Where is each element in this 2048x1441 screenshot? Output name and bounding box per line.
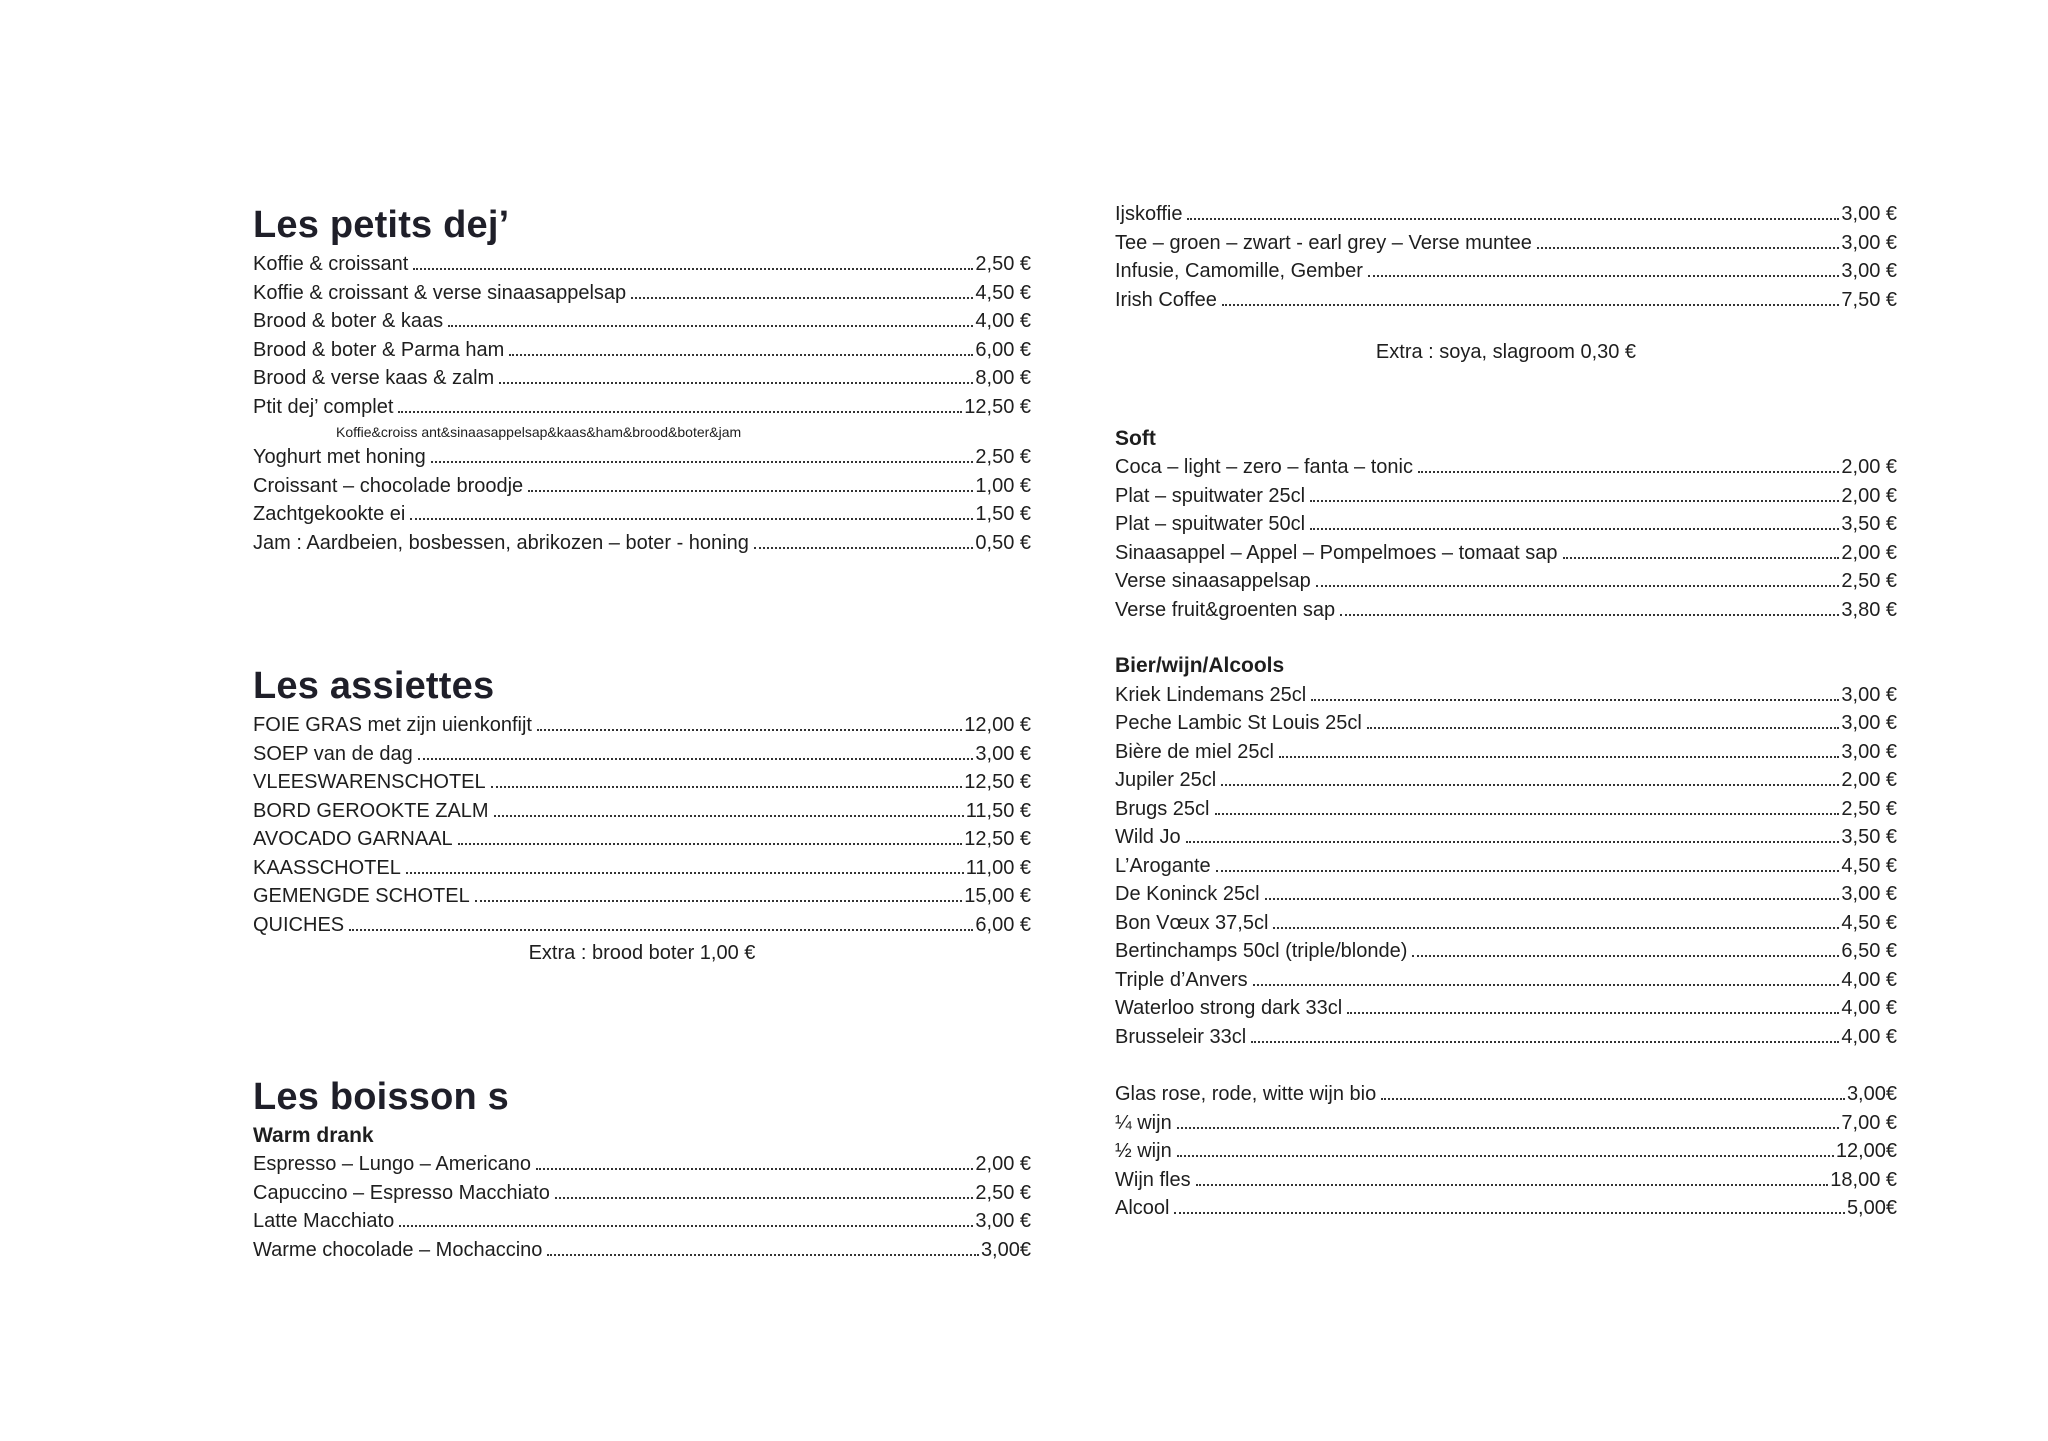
dot-leader [406, 872, 964, 874]
left-column [253, 200, 1031, 1264]
menu-item [1115, 1109, 1897, 1138]
dot-leader [1412, 955, 1839, 957]
item-price: 0,50 € [975, 531, 1031, 554]
menu-item [253, 336, 1031, 365]
item-name: Waterloo strong dark 33cl [1115, 997, 1343, 1019]
menu-item [1115, 795, 1897, 824]
dot-leader [754, 547, 974, 549]
item-price: 12,00 € [964, 714, 1031, 736]
menu-item [1115, 937, 1897, 966]
item-price: 2,50 € [975, 446, 1031, 468]
dot-leader [1186, 841, 1840, 843]
item-price: 3,00 € [975, 1210, 1031, 1232]
menu-item [1115, 257, 1897, 286]
menu-list-petits-dej [253, 250, 1031, 557]
item-name: Tee – groen – zwart - earl grey – Verse muntee [1115, 231, 1532, 254]
menu-item [253, 797, 1031, 826]
item-price: 18,00 € [1830, 1168, 1897, 1191]
dot-leader [1216, 870, 1840, 872]
item-name: Ijskoffie [1115, 203, 1183, 225]
subsection-title-warm-drank: Warm drank [253, 1123, 374, 1147]
menu-list-bier [1115, 681, 1897, 1052]
dot-leader [1265, 898, 1840, 900]
item-name: Capuccino – Espresso Macchiato [253, 1181, 550, 1204]
subsection-title-soft: Soft [1115, 426, 1156, 450]
item-name: Bière de miel 25cl [1115, 740, 1274, 763]
dot-leader [509, 354, 973, 356]
menu-item [253, 393, 1031, 422]
menu-item [253, 1150, 1031, 1179]
item-name: Sinaasappel – Appel – Pompelmoes – tomaat sap [1115, 541, 1558, 564]
item-name: Koffie & croissant [253, 253, 409, 275]
menu-item [253, 882, 1031, 911]
dot-leader [1221, 784, 1839, 786]
menu-list-warm-drank [253, 1150, 1031, 1264]
item-name: Bon Vœux 37,5cl [1115, 911, 1269, 934]
item-price: 4,00 € [1841, 997, 1897, 1019]
item-price: 6,00 € [975, 338, 1031, 361]
item-name: Peche Lambic St Louis 25cl [1115, 712, 1362, 734]
item-price: 2,00 € [1841, 484, 1897, 507]
menu-item [253, 279, 1031, 308]
menu-item [253, 443, 1031, 472]
item-price: 2,00 € [1841, 456, 1897, 478]
item-price: 3,00 € [1841, 231, 1897, 254]
dot-leader [1177, 1127, 1840, 1129]
item-price: 3,00 € [1841, 883, 1897, 905]
item-price: 12,00€ [1835, 1140, 1897, 1162]
dot-leader [1253, 984, 1840, 986]
item-name: SOEP van de dag [253, 742, 413, 765]
item-price: 2,50 € [1841, 797, 1897, 820]
item-price: 11,00 € [965, 856, 1031, 879]
item-name: Brood & verse kaas & zalm [253, 367, 495, 389]
dot-leader [537, 729, 962, 731]
item-price: 3,00 € [1841, 260, 1897, 282]
item-price: 4,00 € [975, 310, 1031, 332]
item-name: Irish Coffee [1115, 288, 1217, 311]
dot-leader [1381, 1098, 1845, 1100]
menu-item [253, 825, 1031, 854]
menu-item [253, 1236, 1031, 1265]
dot-leader [1537, 247, 1840, 249]
dot-leader [1310, 500, 1839, 502]
menu-item [1115, 200, 1897, 229]
menu-item [1115, 567, 1897, 596]
item-price: 2,00 € [1841, 769, 1897, 791]
dot-leader [410, 518, 973, 520]
menu-item [1115, 1166, 1897, 1195]
item-name: Latte Macchiato [253, 1210, 395, 1232]
item-name: Verse sinaasappelsap [1115, 570, 1311, 592]
item-name: Infusie, Camomille, Gember [1115, 260, 1363, 282]
item-name: Plat – spuitwater 25cl [1115, 484, 1306, 507]
item-name: BORD GEROOKTE ZALM [253, 799, 489, 822]
menu-item [1115, 229, 1897, 258]
menu-item [253, 1207, 1031, 1236]
section-title-boissons: Les boisson s [253, 1075, 510, 1118]
item-price: 3,50 € [1841, 513, 1897, 535]
item-name: Brood & boter & kaas [253, 310, 444, 332]
menu-item [1115, 681, 1897, 710]
dot-leader [1215, 813, 1840, 815]
menu-item [1115, 880, 1897, 909]
item-name: Triple d’Anvers [1115, 968, 1248, 991]
item-price: 3,00€ [980, 1238, 1031, 1261]
menu-item [1115, 453, 1897, 482]
menu-list-warm-drank-continued [1115, 200, 1897, 314]
item-price: 3,80 € [1841, 598, 1897, 621]
item-name: Espresso – Lungo – Americano [253, 1153, 531, 1175]
menu-item [253, 364, 1031, 393]
item-name: Croissant – chocolade broodje [253, 474, 524, 497]
dot-leader [1177, 1155, 1834, 1157]
menu-list-soft [1115, 453, 1897, 624]
dot-leader [1316, 585, 1840, 587]
item-price: 2,50 € [975, 253, 1031, 275]
dot-leader [431, 461, 974, 463]
dot-leader [491, 786, 963, 788]
item-price: 4,00 € [1841, 1025, 1897, 1048]
item-name: Zachtgekookte ei [253, 503, 406, 525]
menu-item [1115, 286, 1897, 315]
item-price: 6,00 € [975, 913, 1031, 936]
item-price: 4,50 € [1841, 854, 1897, 877]
warm-drank-extra-note: Extra : soya, slagroom 0,30 € [1375, 341, 1637, 363]
item-name: Plat – spuitwater 50cl [1115, 513, 1306, 535]
menu-item [1115, 539, 1897, 568]
dot-leader [528, 490, 973, 492]
menu-item [1115, 596, 1897, 625]
item-price: 11,50 € [965, 799, 1031, 822]
item-price: 4,00 € [1841, 968, 1897, 991]
item-name: Alcool [1115, 1197, 1170, 1219]
dot-leader [1563, 557, 1840, 559]
item-name: Kriek Lindemans 25cl [1115, 683, 1307, 706]
item-name: Wijn fles [1115, 1168, 1191, 1191]
item-name: Coca – light – zero – fanta – tonic [1115, 456, 1413, 478]
item-price: 12,50 € [964, 828, 1031, 850]
item-name: ½ wijn [1115, 1140, 1172, 1162]
item-price: 3,00 € [1841, 683, 1897, 706]
item-name: KAASSCHOTEL [253, 856, 401, 879]
item-name: Brugs 25cl [1115, 797, 1210, 820]
item-name: L’Arogante [1115, 854, 1211, 877]
item-name: QUICHES [253, 913, 345, 936]
dot-leader [1347, 1012, 1839, 1014]
dot-leader [1174, 1212, 1844, 1214]
dot-leader [1251, 1041, 1839, 1043]
item-price: 8,00 € [975, 367, 1031, 389]
dot-leader [418, 758, 974, 760]
menu-item [253, 911, 1031, 940]
dot-leader [413, 268, 973, 270]
section-title-petits-dej: Les petits dej’ [253, 204, 510, 246]
menu-item [253, 250, 1031, 279]
item-price: 2,50 € [1841, 570, 1897, 592]
item-price: 4,50 € [1841, 911, 1897, 934]
dot-leader [1196, 1184, 1829, 1186]
item-price: 2,50 € [975, 1181, 1031, 1204]
dot-leader [399, 1225, 973, 1227]
item-price: 3,00 € [1841, 712, 1897, 734]
item-price: 5,00€ [1846, 1197, 1897, 1219]
dot-leader [1368, 275, 1840, 277]
menu-item [1115, 709, 1897, 738]
menu-item [1115, 1194, 1897, 1223]
menu-item [1115, 510, 1897, 539]
item-price: 2,00 € [975, 1153, 1031, 1175]
item-price: 7,50 € [1841, 288, 1897, 311]
dot-leader [349, 929, 973, 931]
item-name: Verse fruit&groenten sap [1115, 598, 1336, 621]
dot-leader [448, 325, 973, 327]
item-price: 3,00 € [1841, 740, 1897, 763]
dot-leader [1310, 528, 1839, 530]
menu-item [1115, 852, 1897, 881]
item-price: 3,50 € [1841, 826, 1897, 848]
menu-item [253, 529, 1031, 558]
item-price: 3,00 € [975, 742, 1031, 765]
dot-leader [499, 382, 973, 384]
menu-list-assiettes [253, 711, 1031, 968]
dot-leader [1311, 699, 1839, 701]
dot-leader [631, 297, 973, 299]
menu-item [1115, 766, 1897, 795]
section-title-assiettes: Les assiettes [253, 665, 495, 707]
item-price: 3,00€ [1846, 1083, 1897, 1105]
item-name: De Koninck 25cl [1115, 883, 1260, 905]
dot-leader [1222, 304, 1839, 306]
menu-item [253, 740, 1031, 769]
item-price: 12,50 € [964, 771, 1031, 793]
item-price: 7,00 € [1841, 1111, 1897, 1134]
item-name: Koffie & croissant & verse sinaasappelsap [253, 281, 627, 304]
item-price: 4,50 € [975, 281, 1031, 304]
item-name: ¼ wijn [1115, 1111, 1172, 1134]
item-name: Warme chocolade – Mochaccino [253, 1238, 543, 1261]
item-name: Jupiler 25cl [1115, 769, 1217, 791]
dot-leader [1418, 471, 1839, 473]
menu-item [253, 500, 1031, 529]
menu-item [1115, 1023, 1897, 1052]
menu-item [253, 307, 1031, 336]
item-name: Jam : Aardbeien, bosbessen, abrikozen – boter - honing [253, 531, 749, 554]
menu-item [1115, 482, 1897, 511]
dot-leader [547, 1254, 979, 1256]
menu-item [1115, 994, 1897, 1023]
menu-item [1115, 1137, 1897, 1166]
right-column [1115, 200, 1897, 1223]
dot-leader [1273, 927, 1839, 929]
item-price: 6,50 € [1841, 940, 1897, 962]
item-name: VLEESWARENSCHOTEL [253, 771, 486, 793]
item-price: 15,00 € [964, 885, 1031, 907]
dot-leader [1279, 756, 1839, 758]
menu-item [253, 711, 1031, 740]
subsection-title-bier-wijn-alcools: Bier/wijn/Alcools [1115, 654, 1285, 677]
dot-leader [536, 1168, 973, 1170]
item-price: 1,00 € [975, 474, 1031, 497]
item-name: Ptit dej’ complet [253, 395, 394, 418]
dot-leader [458, 843, 963, 845]
menu-item [253, 854, 1031, 883]
item-price: 3,00 € [1841, 203, 1897, 225]
dot-leader [494, 815, 964, 817]
item-name: FOIE GRAS met zijn uienkonfijt [253, 714, 532, 736]
menu-item [1115, 823, 1897, 852]
dot-leader [1187, 218, 1839, 220]
item-name: AVOCADO GARNAAL [253, 828, 453, 850]
menu-item [1115, 1080, 1897, 1109]
dot-leader [555, 1197, 974, 1199]
menu-item [1115, 738, 1897, 767]
item-name: Brood & boter & Parma ham [253, 338, 505, 361]
dot-leader [1367, 727, 1840, 729]
item-name: Glas rose, rode, witte wijn bio [1115, 1083, 1377, 1105]
complet-description: Koffie&croiss ant&sinaasappelsap&kaas&ham&brood&boter&jam [336, 424, 742, 440]
menu-item [1115, 966, 1897, 995]
item-price: 1,50 € [975, 503, 1031, 525]
menu-item [253, 1179, 1031, 1208]
item-name: Wild Jo [1115, 826, 1181, 848]
item-name: Yoghurt met honing [253, 446, 426, 468]
item-name: Bertinchamps 50cl (triple/blonde) [1115, 940, 1408, 962]
item-name: GEMENGDE SCHOTEL [253, 885, 470, 907]
assiettes-extra-note: Extra : brood boter 1,00 € [528, 942, 756, 964]
dot-leader [398, 411, 962, 413]
menu-list-wijn [1115, 1080, 1897, 1223]
item-name: Brusseleir 33cl [1115, 1025, 1247, 1048]
item-price: 2,00 € [1841, 541, 1897, 564]
dot-leader [1340, 614, 1839, 616]
menu-item [253, 472, 1031, 501]
item-price: 12,50 € [964, 395, 1031, 418]
menu-item [1115, 909, 1897, 938]
menu-item [253, 768, 1031, 797]
dot-leader [475, 900, 963, 902]
